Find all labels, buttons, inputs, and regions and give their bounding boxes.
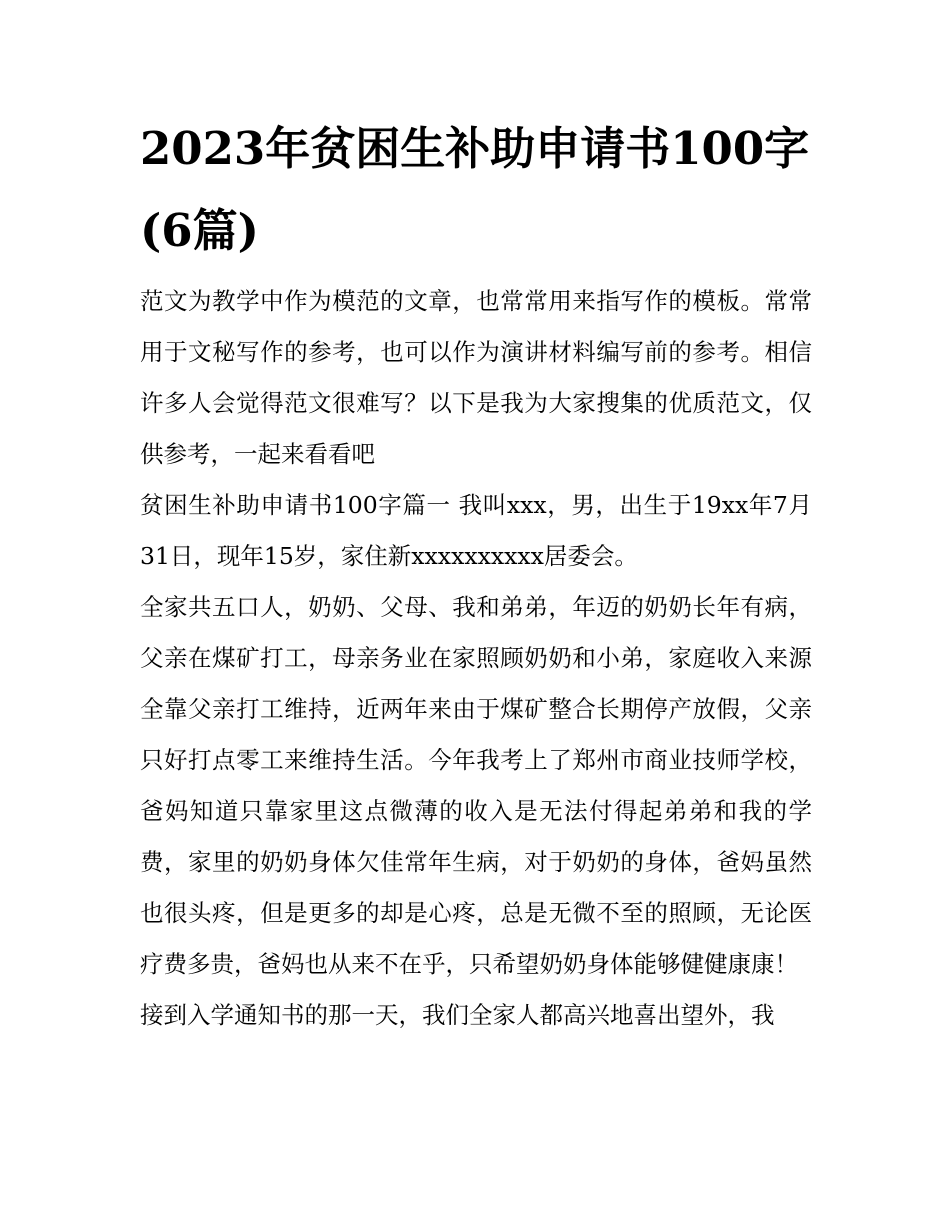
paragraph-family-situation: 全家共五口人，奶奶、父母、我和弟弟，年迈的奶奶长年有病，父亲在煤矿打工，母亲务业在家照顾奶奶和小弟，家庭收入来源全靠父亲打工维持，近两年来由于煤矿整合长期停产放假，父亲只好打点零工来维持生活。今年我考上了郑州市商业技师学校，爸妈知道只靠家里这点微薄的收入是无法付得起弟弟和我的学费，家里的奶奶身体欠佳常年生病，对于奶奶的身体，爸妈虽然也很头疼，但是更多的却是心疼，总是无微不至的照顾，无论医疗费多贵，爸妈也从来不在乎，只希望奶奶身体能够健健康康！ <box>140 593 812 978</box>
paragraph-applicant-info: 贫困生补助申请书100字篇一 我叫xxx，男，出生于19xx年7月31日，现年15岁，家住新xxxxxxxxxx居委会。 <box>140 491 812 570</box>
document-title: 2023年贫困生补助申请书100字(6篇) <box>140 122 810 257</box>
document-body <box>140 276 812 1041</box>
paragraph-intro: 范文为教学中作为模范的文章，也常常用来指写作的模板。常常用于文秘写作的参考，也可以作为演讲材料编写前的参考。相信许多人会觉得范文很难写？以下是我为大家搜集的优质范文，仅供参考，一起来看看吧 <box>140 287 812 468</box>
paragraph-admission-notice: 接到入学通知书的那一天，我们全家人都高兴地喜出望外，我 <box>140 1001 775 1029</box>
